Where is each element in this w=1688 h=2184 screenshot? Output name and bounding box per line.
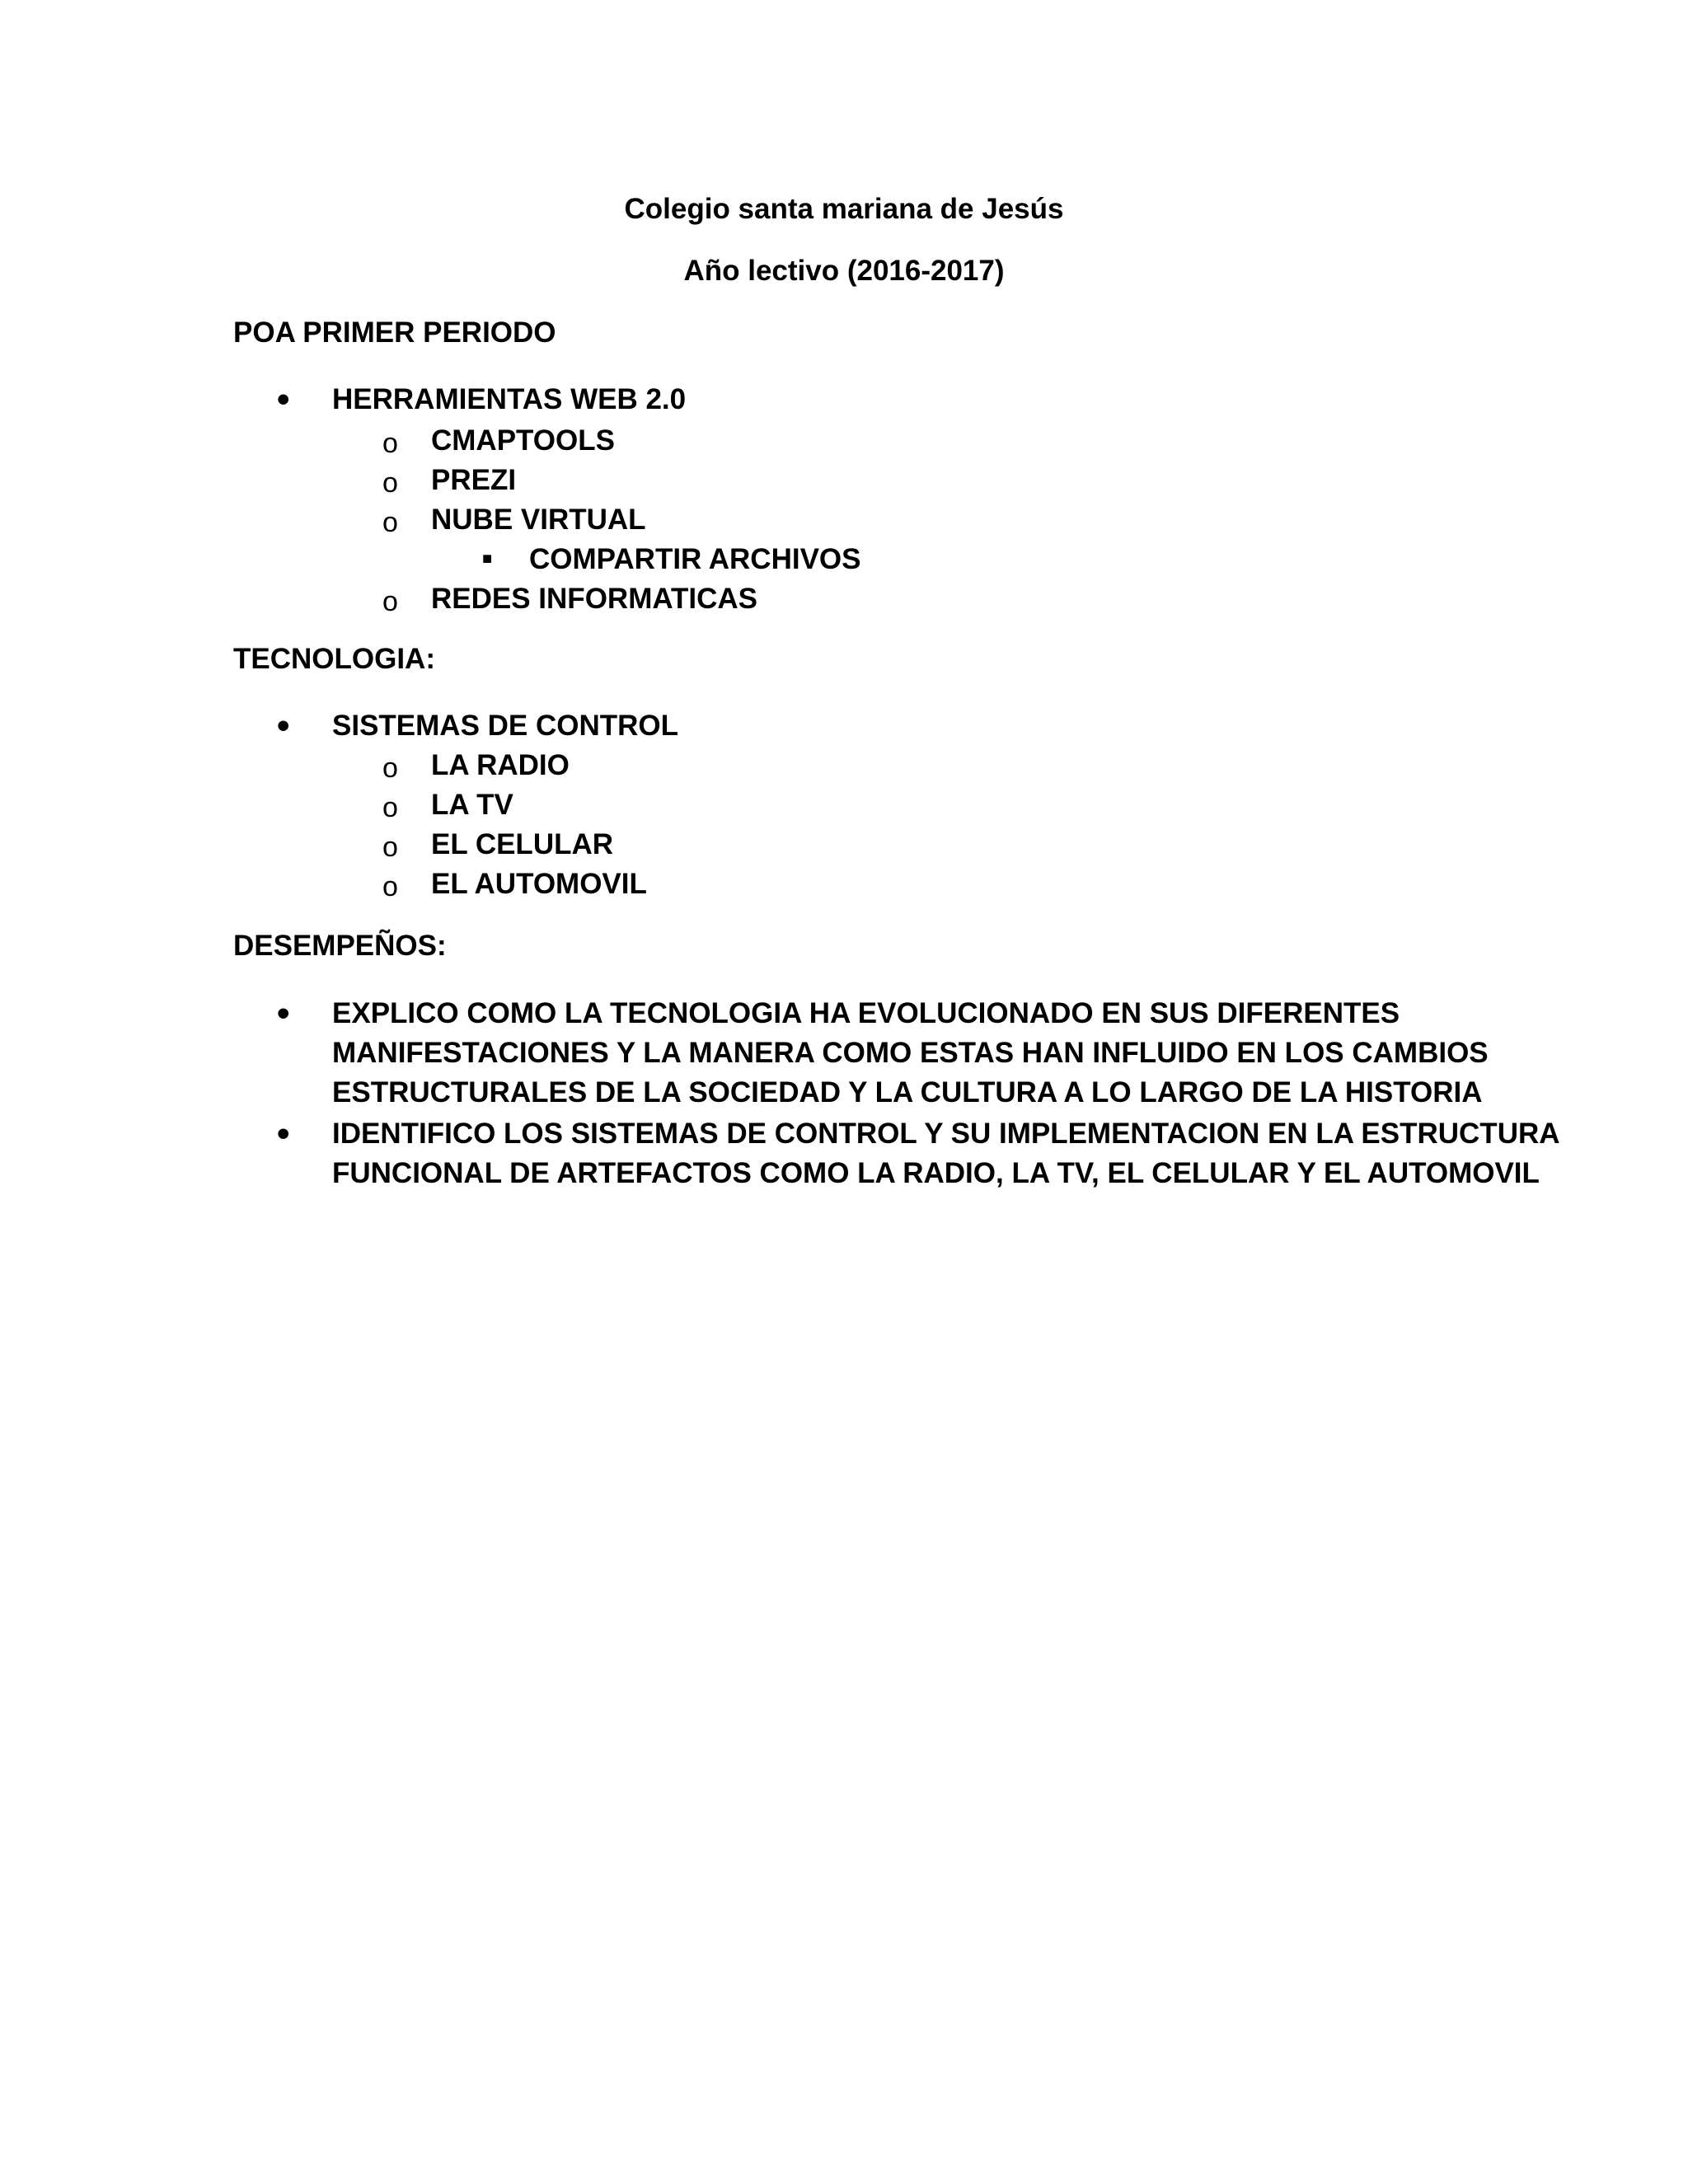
desempeno-line: IDENTIFICO LOS SISTEMAS DE CONTROL Y SU IMPLEMENTACION EN LA ESTRUCTURA: [332, 1118, 1560, 1150]
section-title-desempenos: DESEMPEÑOS:: [233, 930, 447, 962]
circle-bullet-icon: o: [382, 467, 398, 499]
list-subitem: CMAPTOOLS: [431, 424, 615, 457]
disc-bullet-icon: •: [277, 993, 290, 1033]
list-subitem: REDES INFORMATICAS: [431, 583, 758, 615]
desempeno-line: MANIFESTACIONES Y LA MANERA COMO ESTAS HAN INFLUIDO EN LOS CAMBIOS: [332, 1037, 1489, 1069]
list-subsubitem: COMPARTIR ARCHIVOS: [529, 543, 861, 575]
list-subitem: EL AUTOMOVIL: [431, 868, 647, 900]
disc-bullet-icon: •: [277, 1113, 290, 1154]
circle-bullet-icon: o: [382, 792, 398, 823]
circle-bullet-icon: o: [382, 428, 398, 459]
list-subitem: NUBE VIRTUAL: [431, 504, 646, 536]
list-subitem: EL CELULAR: [431, 828, 614, 860]
school-year: Año lectivo (2016-2017): [683, 255, 1005, 287]
desempeno-line: EXPLICO COMO LA TECNOLOGIA HA EVOLUCIONADO EN SUS DIFERENTES: [332, 997, 1400, 1029]
list-item-herramientas: HERRAMIENTAS WEB 2.0: [332, 383, 687, 415]
desempeno-line: ESTRUCTURALES DE LA SOCIEDAD Y LA CULTURA A LO LARGO DE LA HISTORIA: [332, 1076, 1483, 1108]
disc-bullet-icon: •: [277, 379, 290, 419]
list-subitem: PREZI: [431, 464, 517, 496]
desempeno-line: FUNCIONAL DE ARTEFACTOS COMO LA RADIO, LA TV, EL CELULAR Y EL AUTOMOVIL: [332, 1157, 1540, 1189]
list-subitem: LA RADIO: [431, 749, 570, 781]
school-title: Colegio santa mariana de Jesús: [624, 193, 1064, 225]
circle-bullet-icon: o: [382, 871, 398, 902]
circle-bullet-icon: o: [382, 586, 398, 617]
circle-bullet-icon: o: [382, 752, 398, 784]
list-subitem: LA TV: [431, 789, 513, 821]
section-title-poa: POA PRIMER PERIODO: [233, 316, 556, 349]
circle-bullet-icon: o: [382, 507, 398, 538]
disc-bullet-icon: •: [277, 705, 290, 746]
section-title-tecnologia: TECNOLOGIA:: [233, 643, 435, 675]
square-bullet-icon: ■: [482, 550, 493, 568]
circle-bullet-icon: o: [382, 832, 398, 863]
list-item-sistemas: SISTEMAS DE CONTROL: [332, 710, 679, 742]
